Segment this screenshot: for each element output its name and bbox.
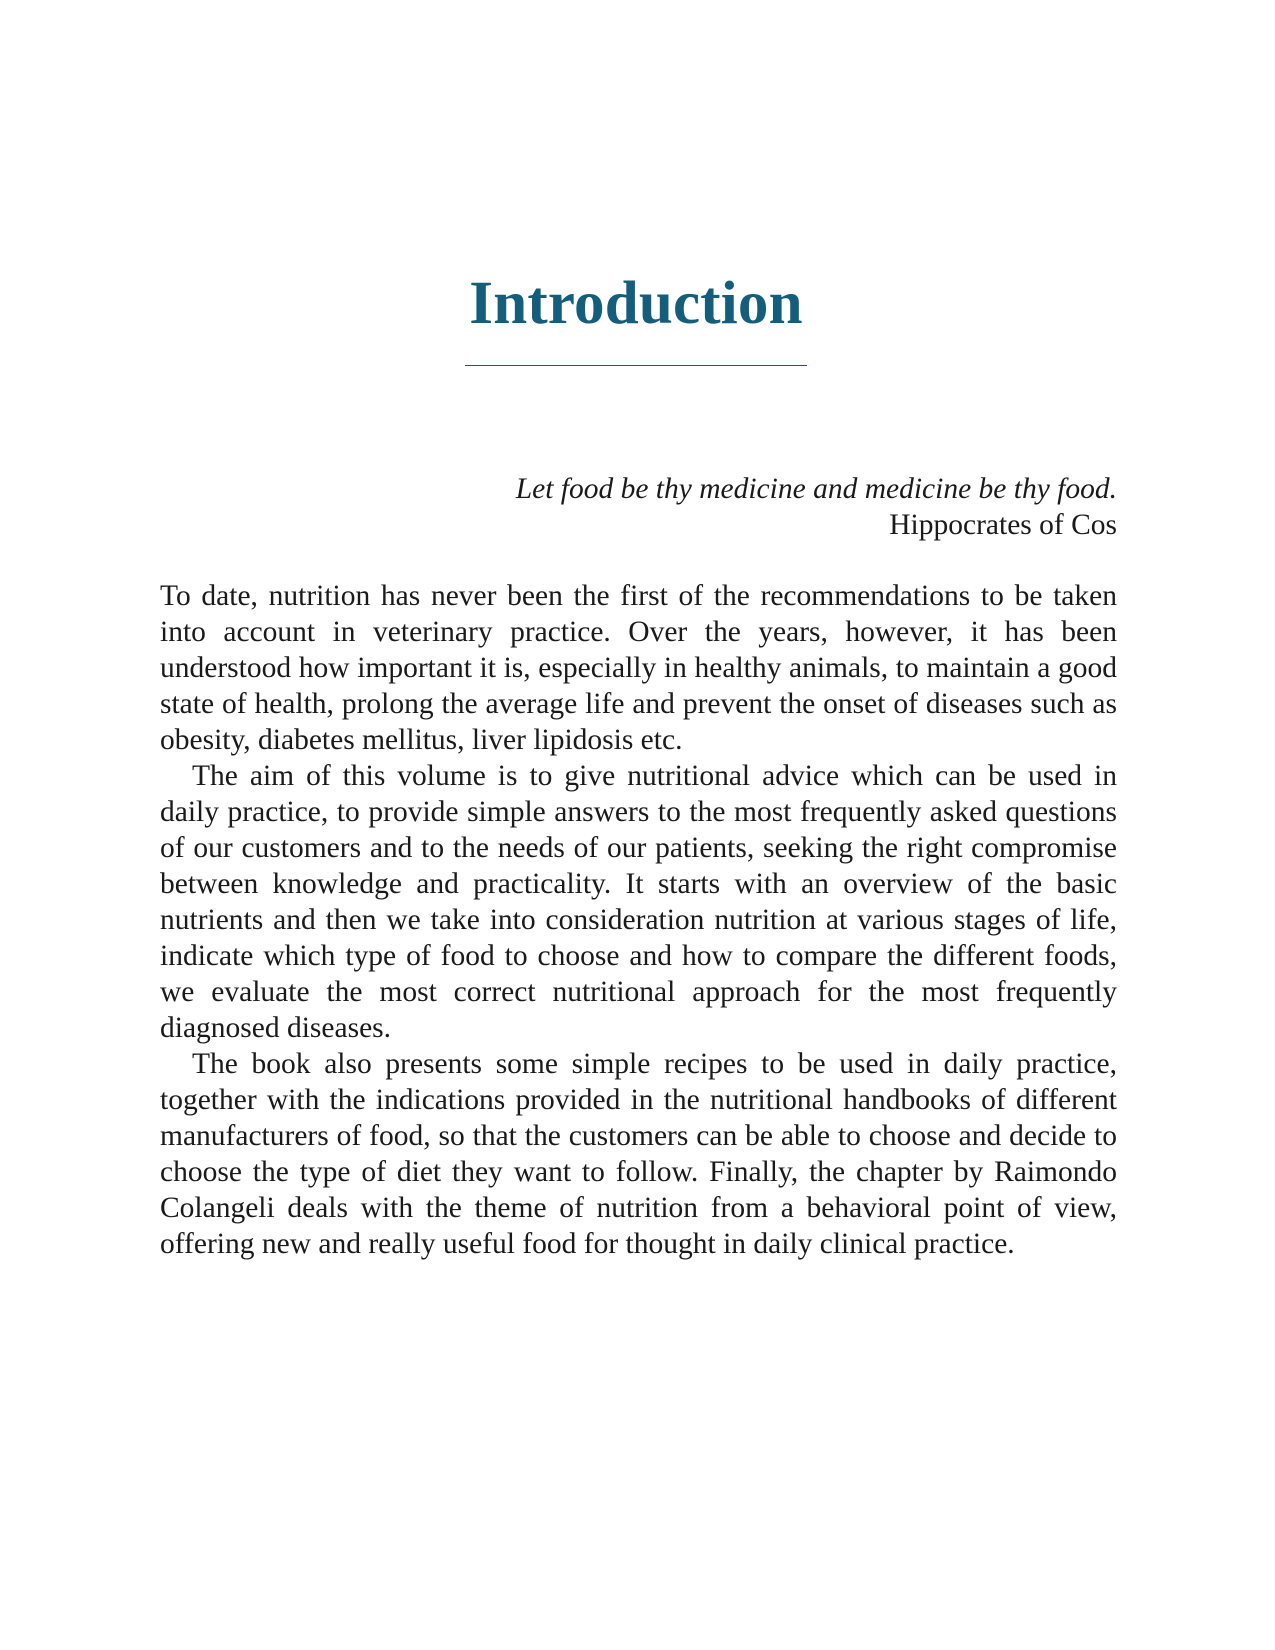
title-underline: [465, 365, 807, 366]
body-text: [160, 578, 1117, 1262]
paragraph-1: To date, nutrition has never been the first of the recommendations to be taken into account in veterinary practice. Over the years, however, it has been understood how important it is, especially in healthy animals, to maintain a good state of health, prolong the average life and prevent the onset of diseases such as obesity, diabetes mellitus, liver lipidosis etc.: [160, 580, 1117, 756]
title-block: [465, 268, 807, 340]
paragraph-2: The aim of this volume is to give nutritional advice which can be used in daily practice, to provide simple answers to the most frequently asked questions of our customers and to the needs of our patients, seeking the right compromise between knowledge and practicality. It starts with an overview of the basic nutrients and then we take into consideration nutrition at various stages of life, indicate which type of food to choose and how to compare the different foods, we evaluate the most correct nutritional approach for the most frequently diagnosed diseases.: [160, 760, 1117, 1044]
epigraph: [160, 471, 1117, 543]
paragraph-3: The book also presents some simple recipes to be used in daily practice, together with the indications provided in the nutritional handbooks of different manufacturers of food, so that the customers can be able to choose and decide to choose the type of diet they want to follow. Finally, the chapter by Raimondo Colangeli deals with the theme of nutrition from a behavioral point of view, offering new and really useful food for thought in daily clinical practice.: [160, 1048, 1117, 1260]
epigraph-author: Hippocrates of Cos: [889, 509, 1117, 541]
page-title: Introduction: [469, 270, 803, 337]
epigraph-quote: Let food be thy medicine and medicine be thy food.: [515, 473, 1117, 505]
